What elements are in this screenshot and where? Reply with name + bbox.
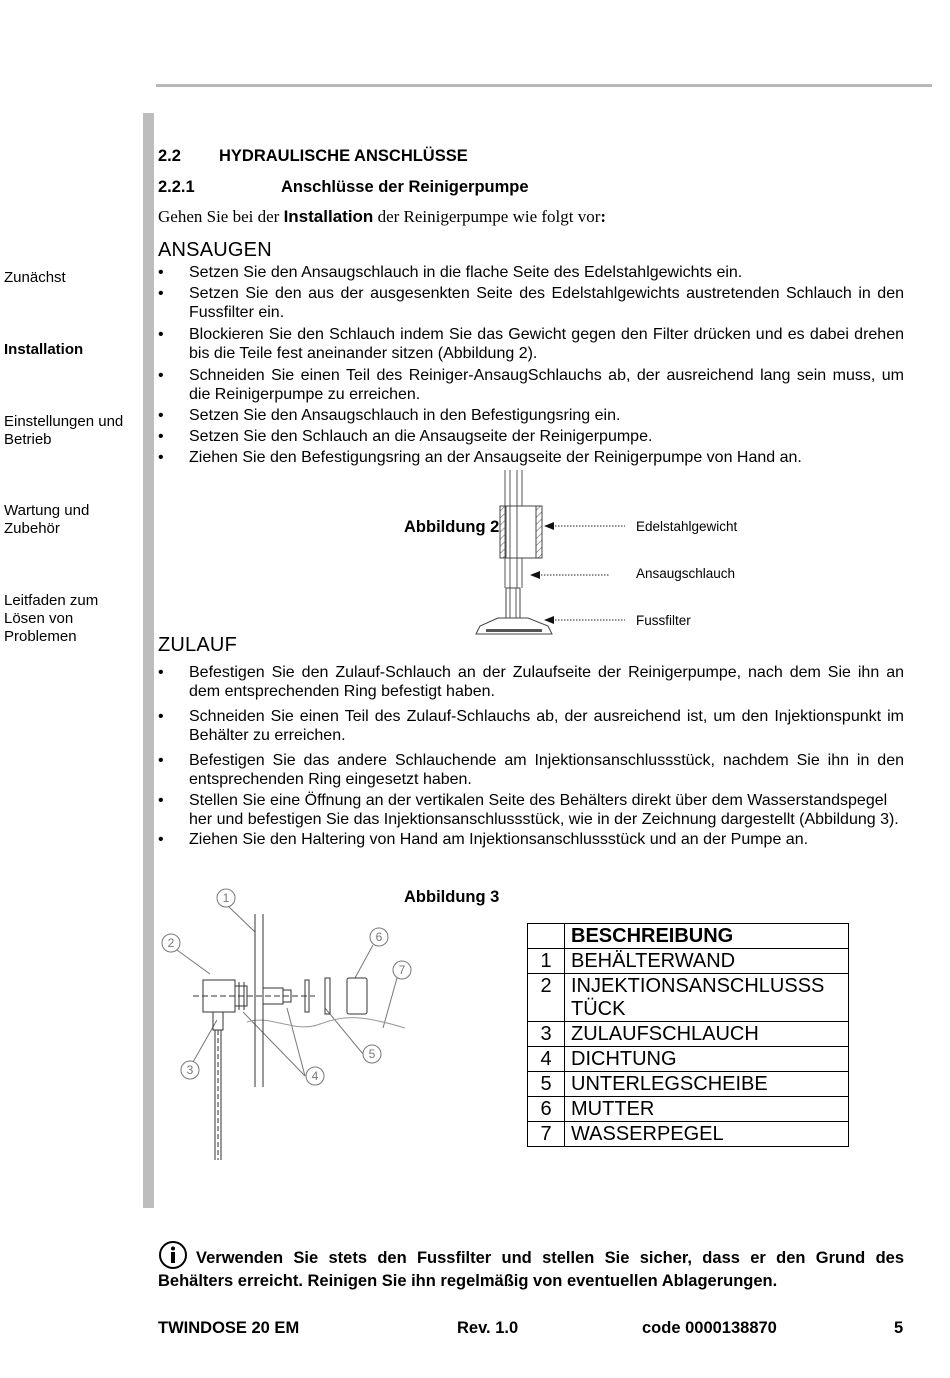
info-icon <box>158 1240 188 1270</box>
table-cell-num: 1 <box>528 949 565 974</box>
list-item-text: Setzen Sie den Ansaugschlauch in die flache Seite des Edelstahlgewichts ein. <box>189 264 743 281</box>
fig3-num-2: 2 <box>167 936 175 950</box>
fig3-num-5: 5 <box>368 1047 376 1061</box>
list-item: • Schneiden Sie einen Teil des Reiniger-AnsaugSchlauchs ab, der ausreichend lang sein muss, um die Reinigerpumpe zu erreichen. <box>158 367 904 403</box>
list-item: • Setzen Sie den Ansaugschlauch in den Befestigungsring ein. <box>158 407 621 424</box>
callout-edelstahlgewicht: Edelstahlgewicht <box>636 519 738 534</box>
list-item-text: Ziehen Sie den Befestigungsring an der Ansaugseite der Reinigerpumpe von Hand an. <box>189 449 802 466</box>
list-item: • Schneiden Sie einen Teil des Zulauf-Schlauchs ab, der ausreichend ist, um den Injektionspunkt im Behälter zu erreichen. <box>158 708 904 744</box>
list-item-text: Setzen Sie den Ansaugschlauch in den Befestigungsring ein. <box>189 407 621 424</box>
list-item-text: Befestigen Sie das andere Schlauchende am Injektionsanschlussstück, nachdem Sie ihn in den entsprechenden Ring eingesetzt haben. <box>189 752 904 788</box>
list-item: • Blockieren Sie den Schlauch indem Sie das Gewicht gegen den Filter drücken und es dabei drehen bis die Teile fest aneinander sitzen (Abbildung 2). <box>158 326 904 362</box>
list-item-text: Befestigen Sie den Zulauf-Schlauch an der Zulaufseite der Reinigerpumpe, nach dem Sie ihn an dem entsprechenden Ring befestigt haben. <box>189 664 904 700</box>
list-item: • Setzen Sie den aus der ausgesenkten Seite des Edelstahlgewichts austretenden Schlauch in den Fussfilter ein. <box>158 285 904 321</box>
list-item-text: Schneiden Sie einen Teil des Reiniger-AnsaugSchlauchs ab, der ausreichend lang sein muss, um die Reinigerpumpe zu erreichen. <box>189 367 904 403</box>
list-item: • Setzen Sie den Ansaugschlauch in die flache Seite des Edelstahlgewichts ein. <box>158 264 743 281</box>
sidebar-item-wartung[interactable]: Wartung und Zubehör <box>4 502 90 537</box>
figure3-label: Abbildung 3 <box>404 888 500 906</box>
table-cell-text <box>565 974 849 1022</box>
list-item-text: Stellen Sie eine Öffnung an der vertikalen Seite des Behälters direkt über dem Wasserstandspegel her und befestigen Sie das Injektionsanschlussstück, wie in der Zeichnung dargestellt (Abbildung 3). <box>189 792 899 828</box>
sidebar-item-einstellungen[interactable]: Einstellungen und Betrieb <box>4 413 124 448</box>
fig3-num-3: 3 <box>186 1063 194 1077</box>
callout-ansaugschlauch: Ansaugschlauch <box>636 566 736 581</box>
list-item: • Stellen Sie eine Öffnung an der vertikalen Seite des Behälters direkt über dem Wasserstandspegel her und befestigen Sie das Injektionsanschlussstück, wie in der Zeichnung dargestellt (Abbildung 3). <box>158 792 899 828</box>
table-row <box>528 1072 849 1097</box>
footer-code: code 0000138870 <box>642 1319 777 1337</box>
list-item: • Ziehen Sie den Haltering von Hand am Injektionsanschlussstück und an der Pumpe an. <box>158 831 809 848</box>
intro-colon: : <box>600 207 607 226</box>
subsection-number: 2.2.1 <box>158 178 195 196</box>
section-title: HYDRAULISCHE ANSCHLÜSSE <box>219 147 468 165</box>
table-cell-num: 7 <box>528 1122 565 1147</box>
sidebar-item-zunaechst[interactable]: Zunächst <box>4 269 66 286</box>
note-block <box>158 1240 904 1293</box>
callout-fussfilter: Fussfilter <box>636 613 691 628</box>
sidebar-item-installation[interactable]: Installation <box>4 341 84 358</box>
intro-before: Gehen Sie bei der <box>158 207 284 226</box>
list-item-text: Ziehen Sie den Haltering von Hand am Injektionsanschlussstück und an der Pumpe an. <box>189 831 809 848</box>
table-row <box>528 949 849 974</box>
table-cell-line: TÜCK <box>571 998 626 1020</box>
table-cell-text: UNTERLEGSCHEIBE <box>565 1072 849 1097</box>
table-header-row <box>528 924 849 949</box>
list-item: • Befestigen Sie das andere Schlauchende am Injektionsanschlussstück, nachdem Sie ihn in den entsprechenden Ring eingesetzt haben. <box>158 752 904 788</box>
table-cell <box>528 924 565 949</box>
list-item-text: Blockieren Sie den Schlauch indem Sie das Gewicht gegen den Filter drücken und es dabei drehen bis die Teile fest aneinander sitzen (Abbildung 2). <box>189 326 904 362</box>
footer-revision: Rev. 1.0 <box>457 1319 519 1337</box>
description-table <box>527 923 849 1147</box>
side-bar <box>143 113 154 1208</box>
table-row <box>528 1047 849 1072</box>
intro-strong: Installation <box>283 207 374 226</box>
figure2-drawing <box>470 470 650 640</box>
table-header: BESCHREIBUNG <box>565 924 849 949</box>
section-number: 2.2 <box>158 147 181 165</box>
fig3-num-6: 6 <box>375 930 383 944</box>
intro-after: der Reinigerpumpe wie folgt vor <box>373 207 601 226</box>
figure2-label: Abbildung 2 <box>404 518 500 536</box>
fig3-num-4: 4 <box>311 1069 319 1083</box>
table-row <box>528 1022 849 1047</box>
note-text: Verwenden Sie stets den Fussfilter und stellen Sie sicher, dass er den Grund des Behälters erreicht. Reinigen Sie ihn regelmäßig von eventuellen Ablagerungen. <box>158 1249 904 1290</box>
table-row <box>528 1122 849 1147</box>
subsection-title: Anschlüsse der Reinigerpumpe <box>281 178 529 196</box>
zulauf-list <box>158 663 904 849</box>
list-item: • Setzen Sie den Schlauch an die Ansaugseite der Reinigerpumpe. <box>158 428 653 445</box>
table-row <box>528 1097 849 1122</box>
zulauf-title: ZULAUF <box>158 634 237 656</box>
figure3-drawing <box>155 882 420 1167</box>
header-rule <box>156 84 932 87</box>
list-item-text: Setzen Sie den aus der ausgesenkten Seite des Edelstahlgewichts austretenden Schlauch in den Fussfilter ein. <box>189 285 904 321</box>
table-cell-num: 4 <box>528 1047 565 1072</box>
ansaugen-title: ANSAUGEN <box>158 239 272 261</box>
table-row <box>528 974 849 1022</box>
footer-page-number: 5 <box>894 1319 904 1337</box>
table-cell-text: MUTTER <box>565 1097 849 1122</box>
list-item-text: Schneiden Sie einen Teil des Zulauf-Schlauchs ab, der ausreichend ist, um den Injektionspunkt im Behälter zu erreichen. <box>189 708 904 744</box>
table-cell-num: 3 <box>528 1022 565 1047</box>
sidebar-item-leitfaden[interactable]: Leitfaden zum Lösen von Problemen <box>4 592 99 645</box>
table-cell-text: DICHTUNG <box>565 1047 849 1072</box>
table-cell-text: ZULAUFSCHLAUCH <box>565 1022 849 1047</box>
fig3-num-7: 7 <box>398 963 406 977</box>
table-cell-text: BEHÄLTERWAND <box>565 949 849 974</box>
table-cell-num: 6 <box>528 1097 565 1122</box>
list-item: • Befestigen Sie den Zulauf-Schlauch an der Zulaufseite der Reinigerpumpe, nach dem Sie ihn an dem entsprechenden Ring befestigt haben. <box>158 664 904 700</box>
intro-text <box>158 207 606 227</box>
ansaugen-list <box>158 263 904 467</box>
list-item-text: Setzen Sie den Schlauch an die Ansaugseite der Reinigerpumpe. <box>189 428 653 445</box>
table-cell-num: 2 <box>528 974 565 1022</box>
footer-product: TWINDOSE 20 EM <box>158 1319 300 1337</box>
list-item: • Ziehen Sie den Befestigungsring an der Ansaugseite der Reinigerpumpe von Hand an. <box>158 449 802 466</box>
fig3-num-1: 1 <box>222 891 230 905</box>
table-cell-line: INJEKTIONSANSCHLUSSS <box>571 975 825 997</box>
table-cell-text: WASSERPEGEL <box>565 1122 849 1147</box>
table-cell-num: 5 <box>528 1072 565 1097</box>
